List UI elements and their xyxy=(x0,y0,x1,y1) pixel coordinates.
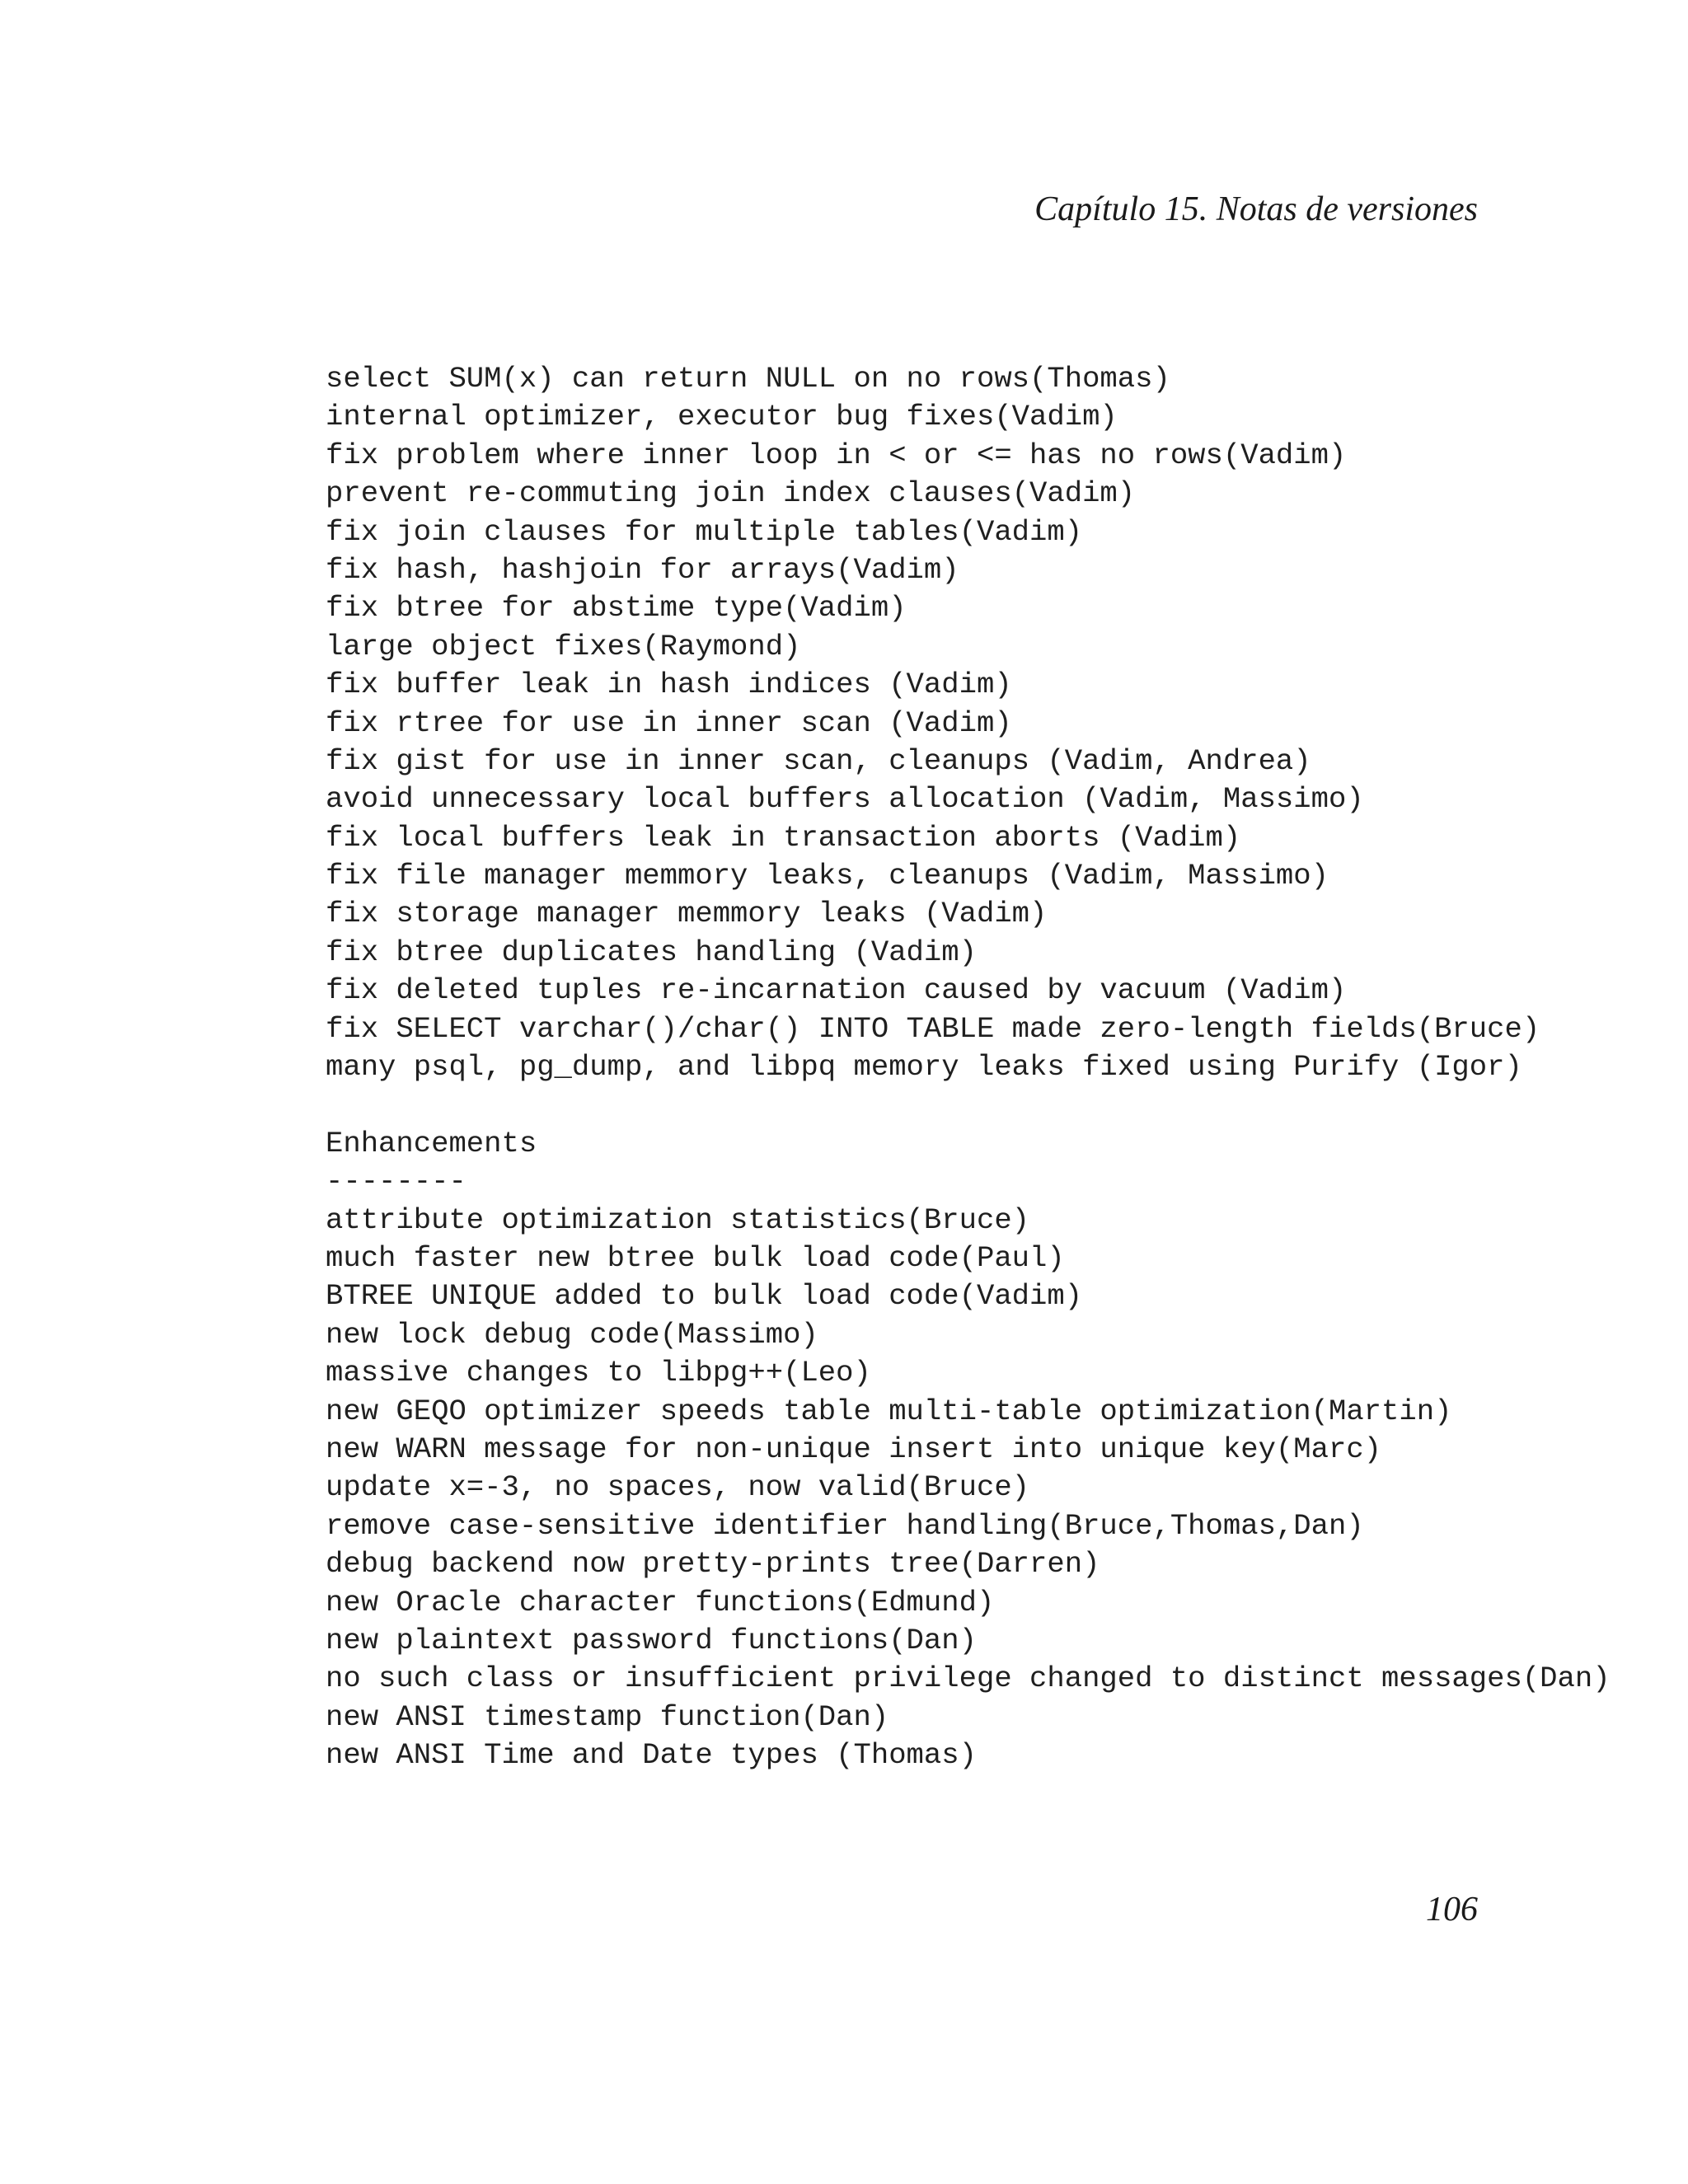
code-line: -------- xyxy=(326,1165,467,1199)
code-line: internal optimizer, executor bug fixes(Vadim) xyxy=(326,400,1118,434)
code-line xyxy=(326,1086,1661,1124)
code-line: fix deleted tuples re-incarnation caused by vacuum (Vadim) xyxy=(326,973,1347,1008)
code-line: fix btree duplicates handling (Vadim) xyxy=(326,935,977,969)
code-line: large object fixes(Raymond) xyxy=(326,629,801,663)
chapter-header: Capítulo 15. Notas de versiones xyxy=(1034,190,1478,228)
code-line: remove case-sensitive identifier handling(Bruce,Thomas,Dan) xyxy=(326,1508,1364,1543)
code-line: new lock debug code(Massimo) xyxy=(326,1317,818,1352)
code-line: new Oracle character functions(Edmund) xyxy=(326,1585,995,1619)
code-line: fix hash, hashjoin for arrays(Vadim) xyxy=(326,552,959,587)
release-notes-code-block xyxy=(326,360,1661,1774)
code-line: fix gist for use in inner scan, cleanups (Vadim, Andrea) xyxy=(326,743,1311,778)
code-line: avoid unnecessary local buffers allocation (Vadim, Massimo) xyxy=(326,782,1364,817)
code-line: fix btree for abstime type(Vadim) xyxy=(326,591,907,626)
code-line: update x=-3, no spaces, now valid(Bruce) xyxy=(326,1470,1030,1505)
code-line: much faster new btree bulk load code(Paul) xyxy=(326,1240,1065,1275)
code-line: massive changes to libpg++(Leo) xyxy=(326,1356,871,1390)
code-line: fix rtree for use in inner scan (Vadim) xyxy=(326,705,1012,740)
code-line: fix storage manager memmory leaks (Vadim) xyxy=(326,897,1048,931)
code-line: new ANSI Time and Date types (Thomas) xyxy=(326,1738,977,1773)
code-line: select SUM(x) can return NULL on no rows(Thomas) xyxy=(326,362,1170,396)
code-line: debug backend now pretty-prints tree(Darren) xyxy=(326,1547,1100,1582)
code-line: new GEQO optimizer speeds table multi-table optimization(Martin) xyxy=(326,1394,1452,1428)
code-line: new ANSI timestamp function(Dan) xyxy=(326,1699,889,1734)
code-line: many psql, pg_dump, and libpq memory leaks fixed using Purify (Igor) xyxy=(326,1050,1522,1085)
code-line: attribute optimization statistics(Bruce) xyxy=(326,1202,1030,1237)
code-line: fix buffer leak in hash indices (Vadim) xyxy=(326,668,1012,702)
code-line: BTREE UNIQUE added to bulk load code(Vadim) xyxy=(326,1279,1083,1314)
code-line: prevent re-commuting join index clauses(Vadim) xyxy=(326,476,1136,511)
code-line: fix file manager memmory leaks, cleanups (Vadim, Massimo) xyxy=(326,859,1329,893)
code-line: fix problem where inner loop in < or <= has no rows(Vadim) xyxy=(326,438,1347,472)
page-number: 106 xyxy=(1426,1891,1478,1929)
code-line: no such class or insufficient privilege changed to distinct messages(Dan) xyxy=(326,1661,1611,1696)
code-line: Enhancements xyxy=(326,1126,537,1160)
code-line: fix local buffers leak in transaction aborts (Vadim) xyxy=(326,820,1241,855)
code-line: fix SELECT varchar()/char() INTO TABLE made zero-length fields(Bruce) xyxy=(326,1011,1540,1046)
code-line: fix join clauses for multiple tables(Vadim) xyxy=(326,514,1083,549)
code-line: new WARN message for non-unique insert into unique key(Marc) xyxy=(326,1432,1382,1466)
code-line: new plaintext password functions(Dan) xyxy=(326,1623,977,1657)
